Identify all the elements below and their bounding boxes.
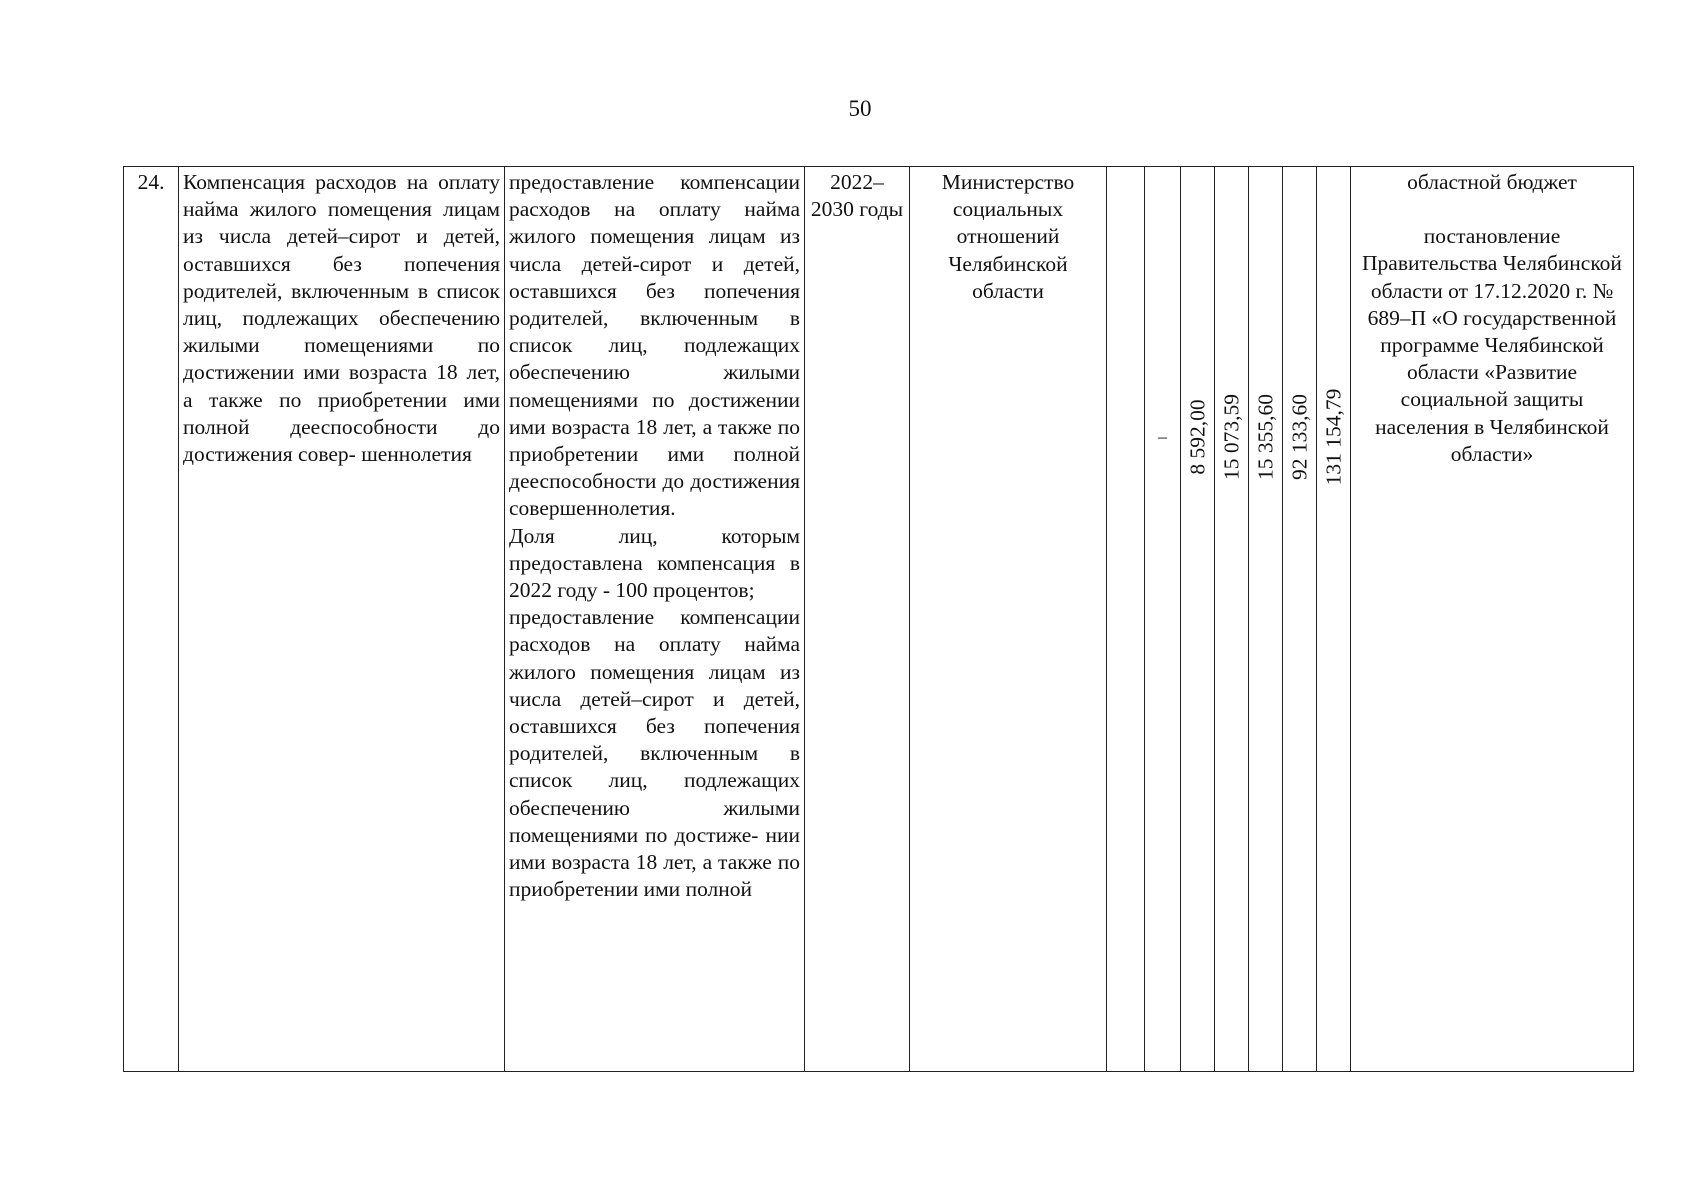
- program-table: [123, 166, 1634, 1072]
- event-description: Компенсация расходов на оплату найма жилого помещения лицам из числа детей–сирот и детей, оставшихся без попечения родителей, включенным в список лиц, подлежащих обеспечению жилыми помещениями по достижении ими возраста 18 лет, а также по приобретении ими полной дееспособности до достижения совер- шеннолетия: [179, 167, 505, 1072]
- amount-cell: [1249, 167, 1283, 1072]
- spacer: [1355, 196, 1629, 223]
- amount-value: 131 154,79: [1320, 388, 1345, 486]
- result-part-2: Доля лиц, которым предоставлена компенсация в 2022 году - 100 процентов;: [509, 523, 800, 603]
- amount-value: 15 355,60: [1252, 394, 1277, 480]
- expected-result: [505, 167, 805, 1072]
- page-number: 50: [848, 96, 872, 121]
- result-part-1: предоставление компенсации расходов на оплату найма жилого помещения лицам из числа детей-сирот и детей, оставшихся без попечения родителей, включенным в список лиц, подлежащих обеспечению жилыми помещениями по достижении ими возраста 18 лет, а также по приобретении ими полной дееспособности до достижения совершеннолетия.: [509, 170, 800, 521]
- amount-cell: [1215, 167, 1249, 1072]
- funding-source: областной бюджет: [1407, 170, 1577, 194]
- amount-value: 15 073,59: [1218, 394, 1243, 480]
- amount-value: 92 133,60: [1286, 394, 1311, 480]
- row-number: 24.: [124, 167, 179, 1072]
- dash-cell: [1145, 167, 1181, 1072]
- result-part-3: предоставление компенсации расходов на оплату найма жилого помещения лицам из числа детей–сирот и детей, оставшихся без попечения родителей, включенным в список лиц, подлежащих обеспечению жилыми помещениями по достиже- нии ими возраста 18 лет, а также по приобретении ими полной: [509, 605, 800, 902]
- amount-value: 8 592,00: [1184, 399, 1209, 475]
- legal-basis: постановление Правительства Челябинской области от 17.12.2020 г. № 689–П «О государственной программе Челябинской области «Развитие социальной защиты населения в Челябинской области»: [1362, 224, 1622, 466]
- funding-source-and-basis: [1351, 167, 1634, 1072]
- table-row: [124, 167, 1634, 1072]
- dash-value: –: [1158, 426, 1167, 447]
- amount-cell: [1283, 167, 1317, 1072]
- empty-cell: [1107, 167, 1145, 1072]
- implementation-period: 2022– 2030 годы: [805, 167, 910, 1072]
- amount-cell: [1181, 167, 1215, 1072]
- responsible-executor: Министерство социальных отношений Челябинской области: [910, 167, 1107, 1072]
- amount-cell: [1317, 167, 1351, 1072]
